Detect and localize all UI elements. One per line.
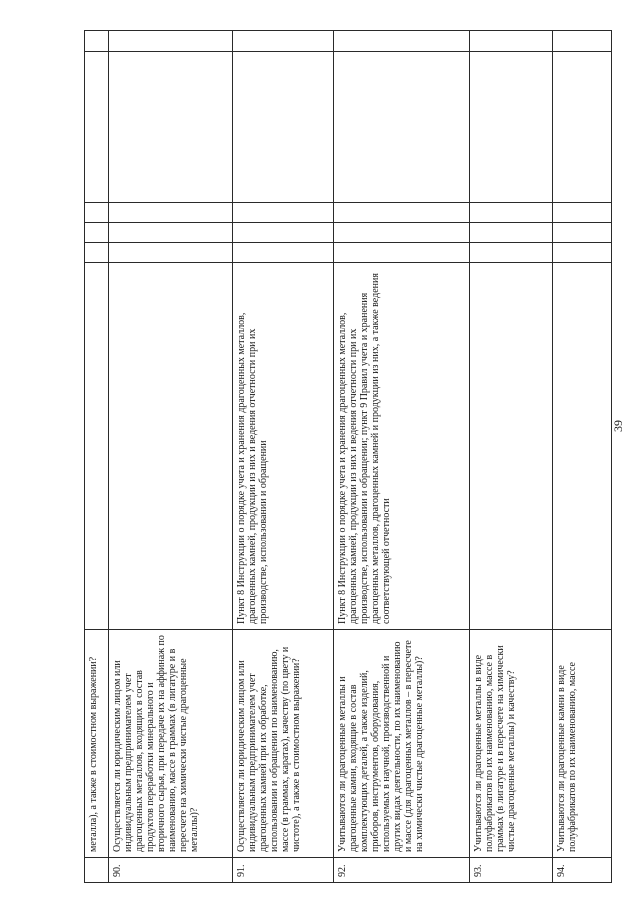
answer-yes-cell	[85, 243, 109, 263]
table-row	[85, 31, 109, 883]
answer-no-cell	[470, 223, 553, 243]
answer-no-cell	[553, 223, 612, 243]
table-row	[334, 31, 470, 883]
question-text: Учитываются ли драгоценные камни в виде полуфабрикатов по их наименованию, массе	[553, 630, 612, 858]
answer-na-cell	[233, 203, 334, 223]
extra-cell	[233, 31, 334, 52]
answer-no-cell	[334, 223, 470, 243]
table-row	[553, 31, 612, 883]
answer-na-cell	[553, 203, 612, 223]
table-row	[233, 31, 334, 883]
notes-cell	[85, 52, 109, 203]
rotated-table-wrapper	[84, 31, 611, 883]
question-text: металла), а также в стоимостном выражении?	[85, 630, 109, 858]
extra-cell	[334, 31, 470, 52]
table-row	[470, 31, 553, 883]
question-text: Учитываются ли драгоценные металлы и драгоценные камни, входящие в состав комплектующих деталей, а также изделий, приборов, инструментов, оборудования, используемых в научной, производственной и других видах деятельности, по их наименованию и массе (для драгоценных металлов – в пересчете на химически чистые драгоценные металлы)?	[334, 630, 470, 858]
answer-na-cell	[85, 203, 109, 223]
row-number: 90.	[109, 858, 233, 883]
page-number: 39	[611, 420, 625, 432]
answer-na-cell	[334, 203, 470, 223]
notes-cell	[109, 52, 233, 203]
legal-reference	[109, 263, 233, 630]
question-text: Осуществляется ли юридическим лицом или индивидуальным предпринимателем учет драгоценных камней при их обработке, использовании и обращении по наименованию, массе (в граммах, каратах), качеству (по цвету и чистоте), а также в стоимостном выражении?	[233, 630, 334, 858]
answer-yes-cell	[109, 243, 233, 263]
checklist-table	[84, 30, 612, 883]
row-number: 92.	[334, 858, 470, 883]
notes-cell	[233, 52, 334, 203]
notes-cell	[470, 52, 553, 203]
legal-reference: Пункт 8 Инструкции о порядке учета и хранения драгоценных металлов, драгоценных камней, продукции из них и ведения отчетности при их производстве, использовании и обращении	[233, 263, 334, 630]
legal-reference	[470, 263, 553, 630]
row-number	[85, 858, 109, 883]
notes-cell	[553, 52, 612, 203]
answer-no-cell	[233, 223, 334, 243]
answer-na-cell	[109, 203, 233, 223]
answer-yes-cell	[553, 243, 612, 263]
question-text: Осуществляется ли юридическим лицом или индивидуальным предпринимателем учет драгоценных металлов, входящих в состав продуктов переработки минерального и вторичного сырья, при передаче их на аффинаж по наименованию, массе в граммах (в лигатуре и в пересчете на химически чистые драгоценные металлы)?	[109, 630, 233, 858]
question-text: Учитываются ли драгоценные металлы в виде полуфабрикатов по их наименованию, массе в граммах (в лигатуре и в пересчете на химически чистые драгоценные металлы) и качеству?	[470, 630, 553, 858]
legal-reference	[85, 263, 109, 630]
row-number: 93.	[470, 858, 553, 883]
row-number: 94.	[553, 858, 612, 883]
answer-no-cell	[85, 223, 109, 243]
legal-reference: Пункт 8 Инструкции о порядке учета и хранения драгоценных металлов, драгоценных камней, продукции из них и ведения отчетности при их производстве, использовании и обращении; пункт 9 Правил учета и хранения драгоценных металлов, драгоценных камней и продукции из них, а также ведения соответствующей отчетности	[334, 263, 470, 630]
extra-cell	[470, 31, 553, 52]
table-row	[109, 31, 233, 883]
notes-cell	[334, 52, 470, 203]
legal-reference	[553, 263, 612, 630]
extra-cell	[109, 31, 233, 52]
answer-na-cell	[470, 203, 553, 223]
answer-yes-cell	[334, 243, 470, 263]
extra-cell	[553, 31, 612, 52]
row-number: 91.	[233, 858, 334, 883]
answer-yes-cell	[233, 243, 334, 263]
answer-no-cell	[109, 223, 233, 243]
extra-cell	[85, 31, 109, 52]
answer-yes-cell	[470, 243, 553, 263]
